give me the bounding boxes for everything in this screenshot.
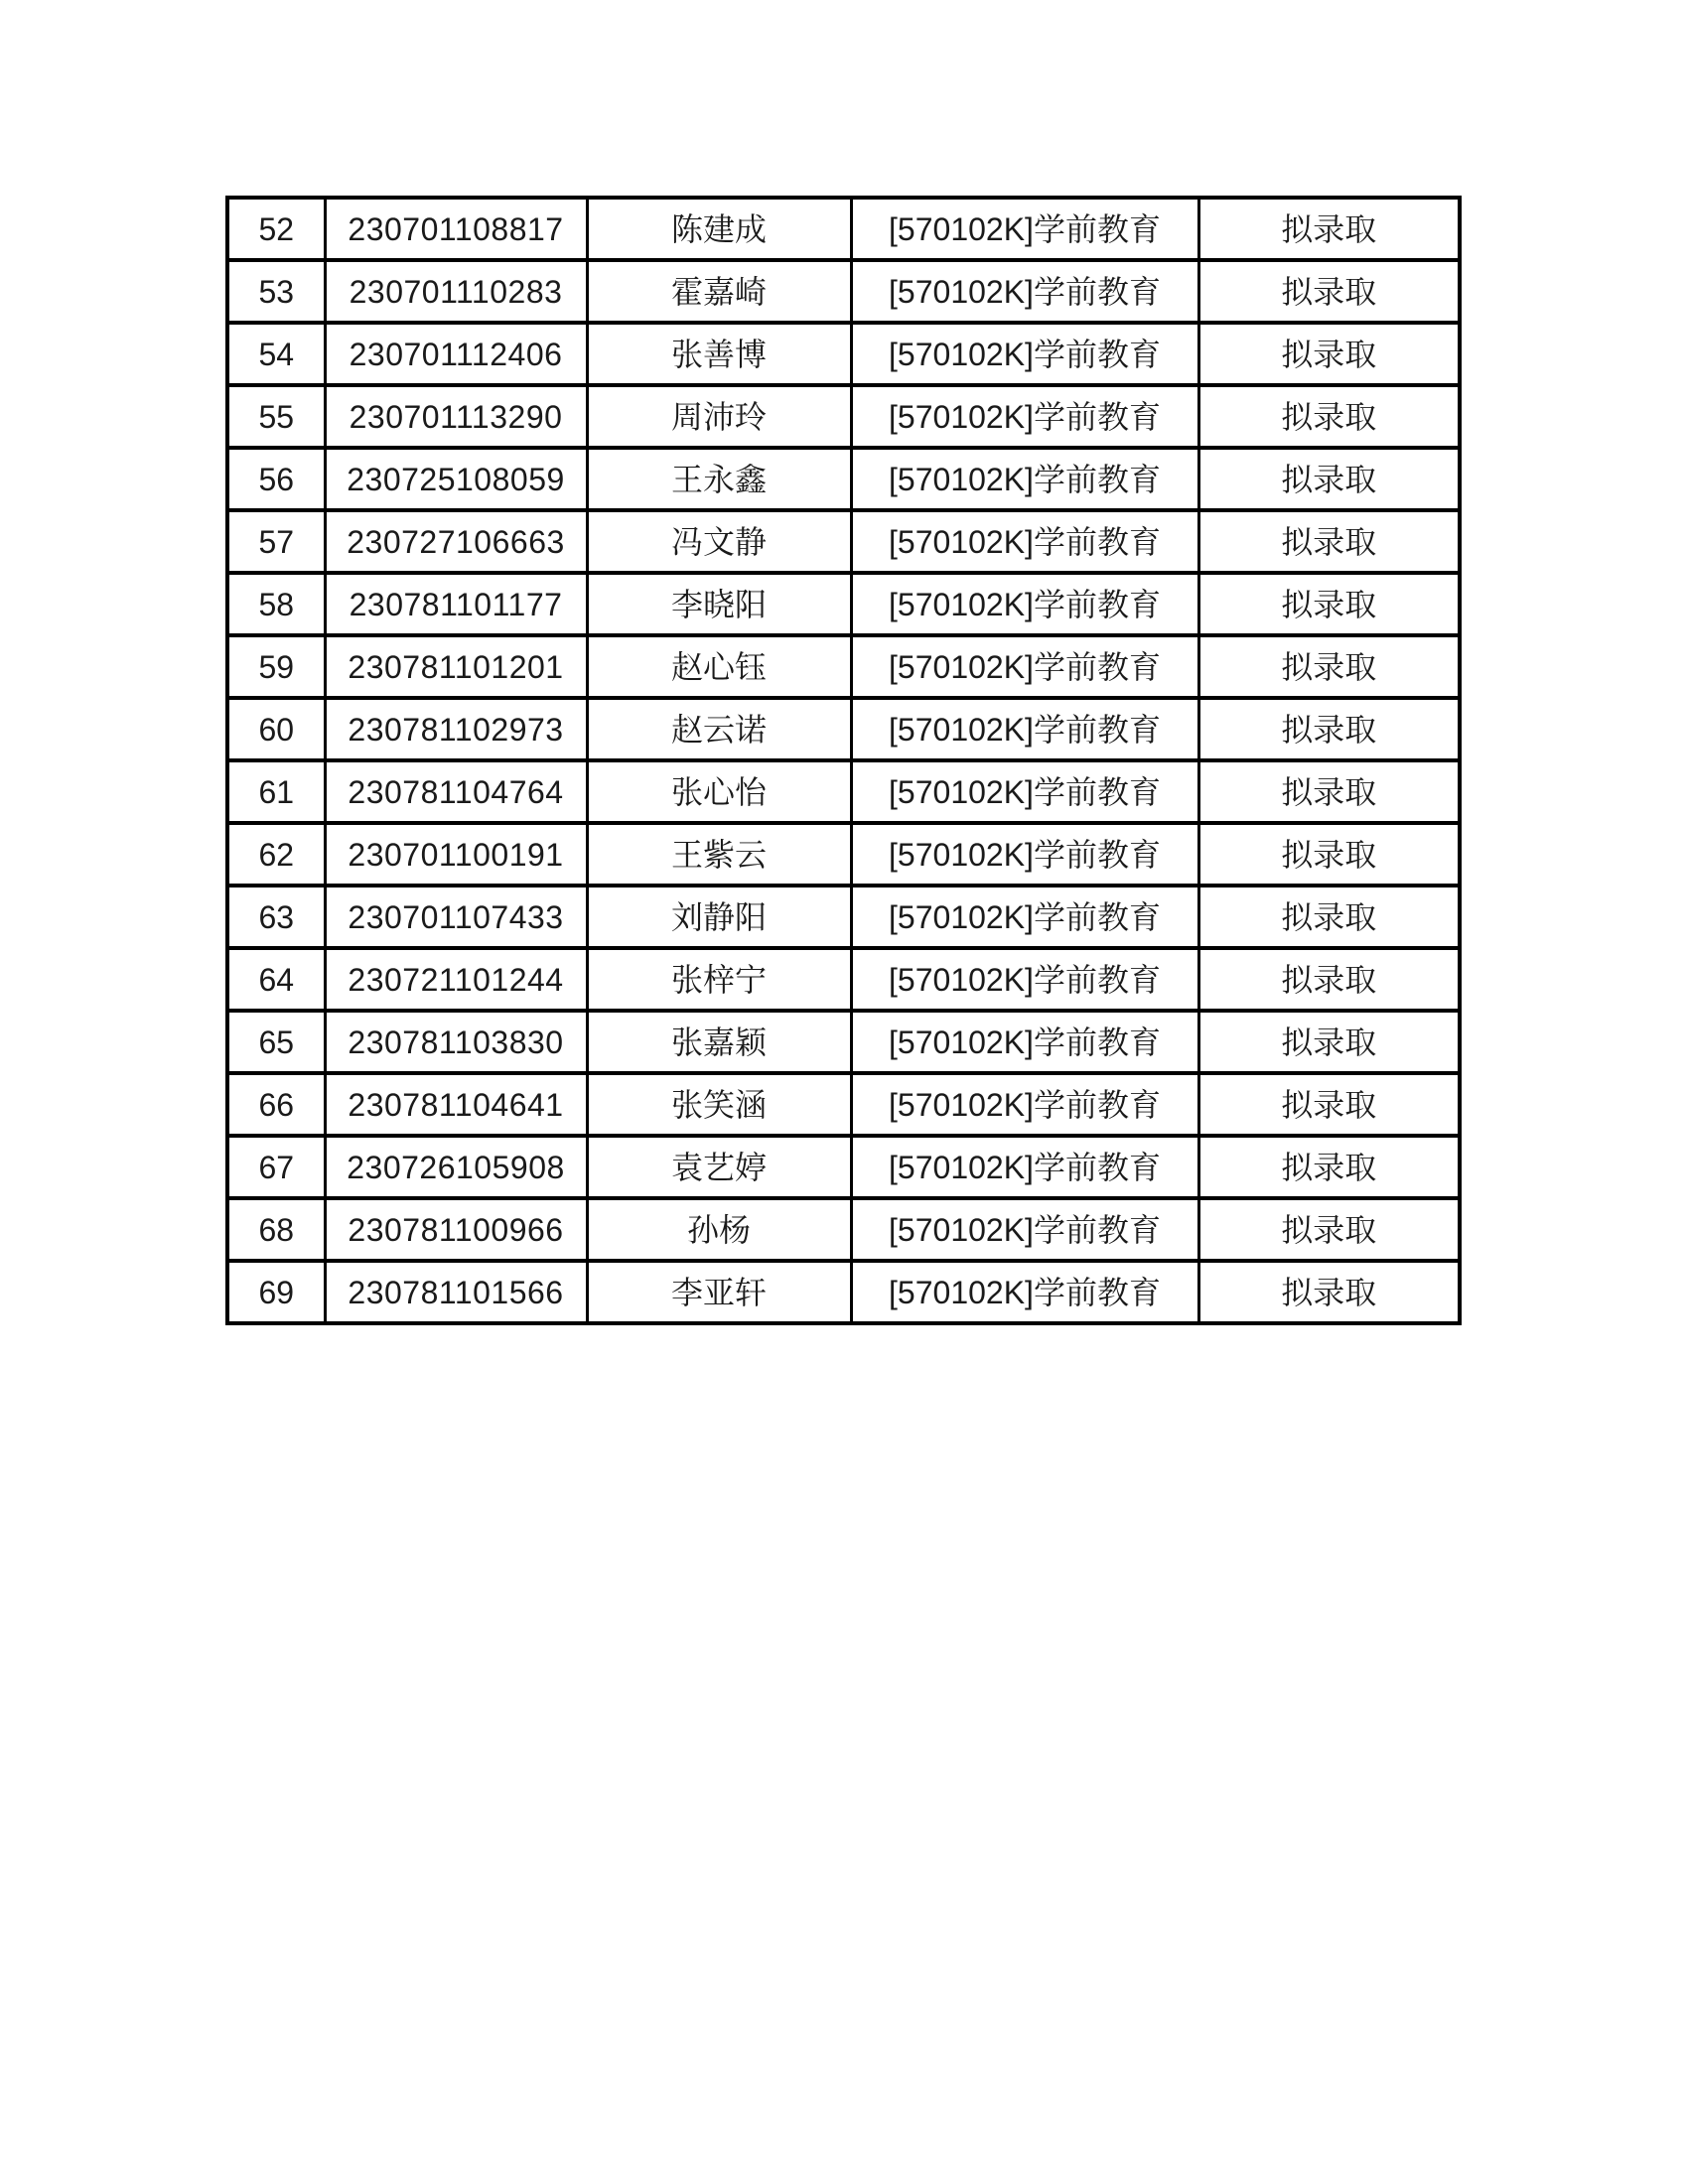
major-cell: [570102K]学前教育 bbox=[851, 635, 1198, 698]
table-row bbox=[227, 886, 1460, 948]
major-cell: [570102K]学前教育 bbox=[851, 823, 1198, 886]
candidate-id-cell: 230781102973 bbox=[325, 698, 587, 760]
candidate-id-cell: 230781101201 bbox=[325, 635, 587, 698]
candidate-id-cell: 230727106663 bbox=[325, 510, 587, 573]
candidate-id-cell: 230701110283 bbox=[325, 260, 587, 323]
candidate-name-cell: 冯文静 bbox=[587, 510, 851, 573]
table-row bbox=[227, 1011, 1460, 1073]
major-cell: [570102K]学前教育 bbox=[851, 323, 1198, 385]
table-row bbox=[227, 385, 1460, 448]
status-cell: 拟录取 bbox=[1198, 573, 1460, 635]
row-index-cell: 62 bbox=[227, 823, 325, 886]
status-cell: 拟录取 bbox=[1198, 823, 1460, 886]
table-row bbox=[227, 1073, 1460, 1136]
row-index-cell: 55 bbox=[227, 385, 325, 448]
row-index-cell: 57 bbox=[227, 510, 325, 573]
row-index-cell: 67 bbox=[227, 1136, 325, 1198]
table-row bbox=[227, 260, 1460, 323]
candidate-name-cell: 刘静阳 bbox=[587, 886, 851, 948]
status-cell: 拟录取 bbox=[1198, 1011, 1460, 1073]
candidate-name-cell: 王永鑫 bbox=[587, 448, 851, 510]
candidate-id-cell: 230781100966 bbox=[325, 1198, 587, 1261]
table-row bbox=[227, 760, 1460, 823]
status-cell: 拟录取 bbox=[1198, 760, 1460, 823]
major-cell: [570102K]学前教育 bbox=[851, 948, 1198, 1011]
candidate-name-cell: 袁艺婷 bbox=[587, 1136, 851, 1198]
table-row bbox=[227, 573, 1460, 635]
status-cell: 拟录取 bbox=[1198, 323, 1460, 385]
row-index-cell: 58 bbox=[227, 573, 325, 635]
candidate-id-cell: 230781103830 bbox=[325, 1011, 587, 1073]
row-index-cell: 54 bbox=[227, 323, 325, 385]
major-cell: [570102K]学前教育 bbox=[851, 573, 1198, 635]
major-cell: [570102K]学前教育 bbox=[851, 1073, 1198, 1136]
major-cell: [570102K]学前教育 bbox=[851, 698, 1198, 760]
status-cell: 拟录取 bbox=[1198, 510, 1460, 573]
candidate-id-cell: 230725108059 bbox=[325, 448, 587, 510]
candidate-id-cell: 230781104764 bbox=[325, 760, 587, 823]
candidate-name-cell: 霍嘉崎 bbox=[587, 260, 851, 323]
major-cell: [570102K]学前教育 bbox=[851, 1261, 1198, 1323]
status-cell: 拟录取 bbox=[1198, 260, 1460, 323]
status-cell: 拟录取 bbox=[1198, 1073, 1460, 1136]
table-row bbox=[227, 698, 1460, 760]
candidate-id-cell: 230701108817 bbox=[325, 198, 587, 260]
candidate-id-cell: 230721101244 bbox=[325, 948, 587, 1011]
row-index-cell: 65 bbox=[227, 1011, 325, 1073]
candidate-name-cell: 张嘉颖 bbox=[587, 1011, 851, 1073]
row-index-cell: 60 bbox=[227, 698, 325, 760]
candidate-name-cell: 赵心钰 bbox=[587, 635, 851, 698]
status-cell: 拟录取 bbox=[1198, 198, 1460, 260]
candidate-name-cell: 张梓宁 bbox=[587, 948, 851, 1011]
candidate-name-cell: 李晓阳 bbox=[587, 573, 851, 635]
row-index-cell: 61 bbox=[227, 760, 325, 823]
row-index-cell: 53 bbox=[227, 260, 325, 323]
candidate-id-cell: 230701107433 bbox=[325, 886, 587, 948]
candidate-name-cell: 张善博 bbox=[587, 323, 851, 385]
major-cell: [570102K]学前教育 bbox=[851, 1136, 1198, 1198]
major-cell: [570102K]学前教育 bbox=[851, 510, 1198, 573]
table-row bbox=[227, 198, 1460, 260]
candidate-name-cell: 陈建成 bbox=[587, 198, 851, 260]
row-index-cell: 56 bbox=[227, 448, 325, 510]
row-index-cell: 66 bbox=[227, 1073, 325, 1136]
candidate-id-cell: 230701112406 bbox=[325, 323, 587, 385]
candidate-name-cell: 张心怡 bbox=[587, 760, 851, 823]
major-cell: [570102K]学前教育 bbox=[851, 886, 1198, 948]
candidate-id-cell: 230781101177 bbox=[325, 573, 587, 635]
table-row bbox=[227, 323, 1460, 385]
status-cell: 拟录取 bbox=[1198, 698, 1460, 760]
row-index-cell: 64 bbox=[227, 948, 325, 1011]
table-row bbox=[227, 448, 1460, 510]
status-cell: 拟录取 bbox=[1198, 1261, 1460, 1323]
candidate-id-cell: 230701100191 bbox=[325, 823, 587, 886]
major-cell: [570102K]学前教育 bbox=[851, 760, 1198, 823]
candidate-name-cell: 张笑涵 bbox=[587, 1073, 851, 1136]
status-cell: 拟录取 bbox=[1198, 448, 1460, 510]
candidate-name-cell: 王紫云 bbox=[587, 823, 851, 886]
candidate-id-cell: 230781101566 bbox=[325, 1261, 587, 1323]
major-cell: [570102K]学前教育 bbox=[851, 1011, 1198, 1073]
candidate-id-cell: 230701113290 bbox=[325, 385, 587, 448]
status-cell: 拟录取 bbox=[1198, 385, 1460, 448]
table-row bbox=[227, 1136, 1460, 1198]
table-row bbox=[227, 1261, 1460, 1323]
candidate-name-cell: 赵云诺 bbox=[587, 698, 851, 760]
row-index-cell: 68 bbox=[227, 1198, 325, 1261]
row-index-cell: 69 bbox=[227, 1261, 325, 1323]
table-row bbox=[227, 510, 1460, 573]
status-cell: 拟录取 bbox=[1198, 948, 1460, 1011]
major-cell: [570102K]学前教育 bbox=[851, 385, 1198, 448]
major-cell: [570102K]学前教育 bbox=[851, 1198, 1198, 1261]
major-cell: [570102K]学前教育 bbox=[851, 198, 1198, 260]
row-index-cell: 59 bbox=[227, 635, 325, 698]
status-cell: 拟录取 bbox=[1198, 1136, 1460, 1198]
major-cell: [570102K]学前教育 bbox=[851, 448, 1198, 510]
status-cell: 拟录取 bbox=[1198, 635, 1460, 698]
admission-table-body bbox=[227, 198, 1460, 1323]
candidate-id-cell: 230726105908 bbox=[325, 1136, 587, 1198]
candidate-id-cell: 230781104641 bbox=[325, 1073, 587, 1136]
candidate-name-cell: 周沛玲 bbox=[587, 385, 851, 448]
status-cell: 拟录取 bbox=[1198, 1198, 1460, 1261]
status-cell: 拟录取 bbox=[1198, 886, 1460, 948]
row-index-cell: 52 bbox=[227, 198, 325, 260]
row-index-cell: 63 bbox=[227, 886, 325, 948]
table-row bbox=[227, 948, 1460, 1011]
table-row bbox=[227, 1198, 1460, 1261]
candidate-name-cell: 李亚轩 bbox=[587, 1261, 851, 1323]
admission-list-table bbox=[225, 196, 1462, 1325]
table-row bbox=[227, 823, 1460, 886]
table-row bbox=[227, 635, 1460, 698]
major-cell: [570102K]学前教育 bbox=[851, 260, 1198, 323]
candidate-name-cell: 孙杨 bbox=[587, 1198, 851, 1261]
